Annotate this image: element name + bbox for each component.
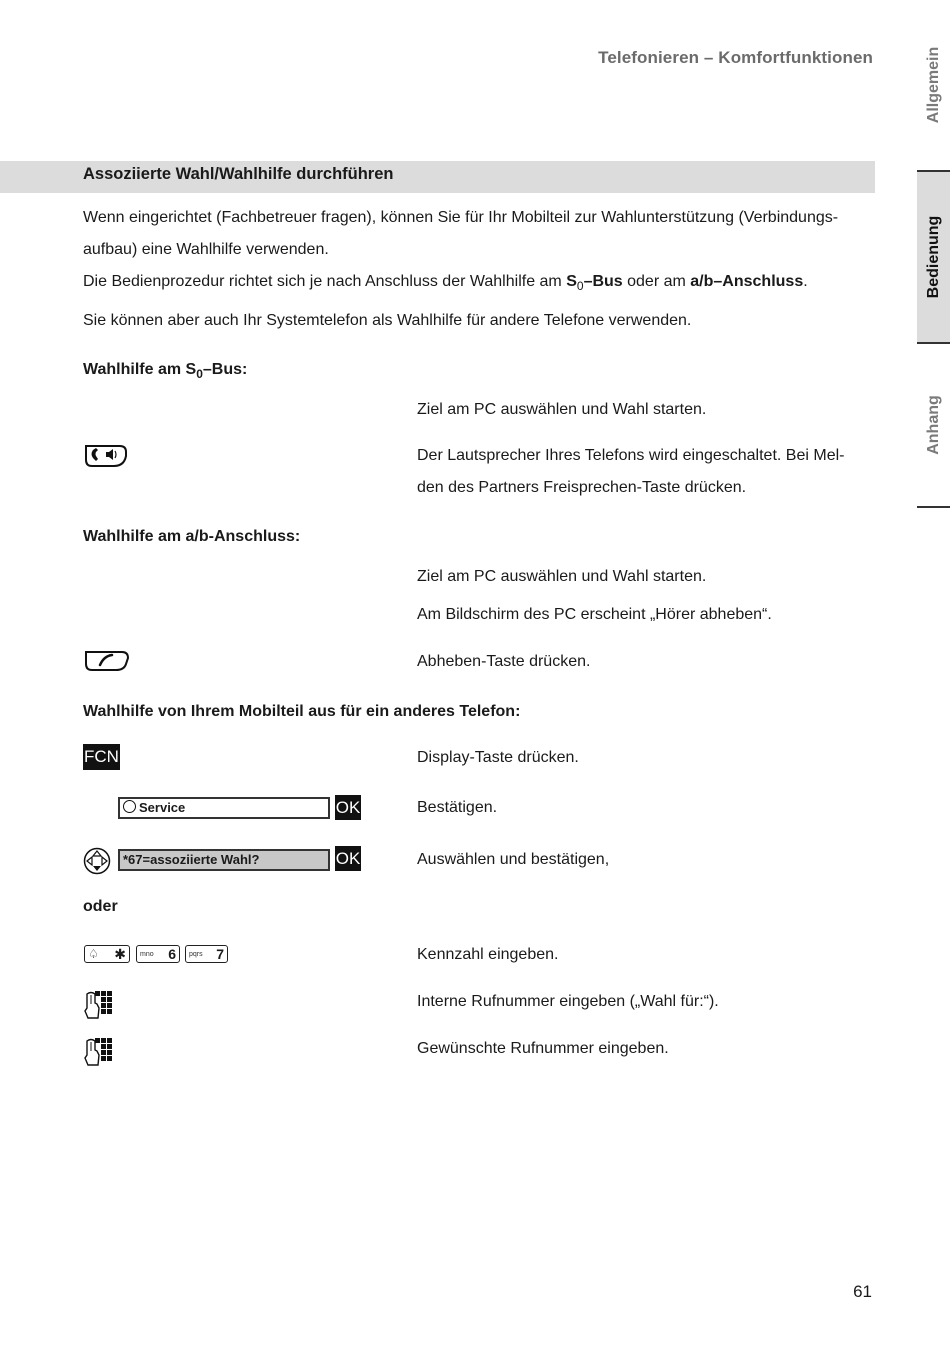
page-number: 61	[853, 1282, 872, 1301]
mobile-heading: Wahlhilfe von Ihrem Mobilteil aus für ein anderes Telefon:	[83, 703, 521, 720]
tab-divider	[917, 506, 950, 508]
s0-step-1: Ziel am PC auswählen und Wahl starten.	[417, 401, 707, 418]
s0-step-2-line-1: Der Lautsprecher Ihres Telefons wird eingeschaltet. Bei Mel-	[417, 447, 845, 464]
key-6[interactable]: mno 6	[136, 945, 180, 963]
running-header: Telefonieren – Komfortfunktionen	[598, 48, 873, 67]
desired-number-desc: Gewünschte Rufnummer eingeben.	[417, 1040, 669, 1057]
bell-icon: ♤	[88, 946, 99, 961]
intro-paragraph-2: Die Bedienprozedur richtet sich je nach Anschluss der Wahlhilfe am $S_0$–Bus oder am a/b–Anschluss.	[83, 273, 808, 294]
section-title: Assoziierte Wahl/Wahlhilfe durchführen	[83, 165, 394, 183]
menu-2-desc: Auswählen und bestätigen,	[417, 851, 610, 868]
menu-associated-dial[interactable]: *67=assoziierte Wahl?	[118, 849, 330, 871]
intro-line-1: Wenn eingerichtet (Fachbetreuer fragen), können Sie für Ihr Mobilteil zur Wahlunterstützung (Verbindungs-	[83, 209, 839, 226]
fcn-desc: Display-Taste drücken.	[417, 749, 579, 766]
keys-desc: Kennzahl eingeben.	[417, 946, 559, 963]
ab-step-1: Ziel am PC auswählen und Wahl starten.	[417, 568, 707, 585]
ok-button-1[interactable]: OK	[335, 795, 361, 820]
keypad-hand-icon	[84, 1037, 114, 1072]
navigation-key-icon[interactable]	[83, 847, 111, 880]
intro-line-2: aufbau) eine Wahlhilfe verwenden.	[83, 241, 329, 258]
handset-key-icon	[84, 650, 130, 677]
keypad-hand-icon	[84, 990, 114, 1025]
oder-label: oder	[83, 898, 118, 915]
side-tab-allgemein[interactable]: Allgemein	[925, 46, 942, 124]
s0-step-2-line-2: den des Partners Freisprechen-Taste drücken.	[417, 479, 747, 496]
ab-step-2: Am Bildschirm des PC erscheint „Hörer abheben“.	[417, 606, 772, 623]
key-7[interactable]: pqrs 7	[185, 945, 228, 963]
side-tab-anhang[interactable]: Anhang	[925, 395, 942, 455]
menu-1-desc: Bestätigen.	[417, 799, 498, 816]
ok-button-2[interactable]: OK	[335, 846, 361, 871]
speaker-key-icon	[84, 444, 128, 473]
internal-number-desc: Interne Rufnummer eingeben („Wahl für:“).	[417, 993, 719, 1010]
s0-heading: Wahlhilfe am $S_0$–Bus:	[83, 361, 248, 382]
radio-icon	[123, 800, 136, 813]
ab-step-3: Abheben-Taste drücken.	[417, 653, 591, 670]
star-key[interactable]: ♤ ✱	[84, 945, 130, 963]
fcn-key[interactable]: FCN	[83, 744, 120, 770]
ab-heading: Wahlhilfe am a/b-Anschluss:	[83, 528, 301, 545]
menu-service[interactable]: Service	[118, 797, 330, 819]
side-tab-bedienung[interactable]: Bedienung	[917, 170, 950, 344]
intro-paragraph-3: Sie können aber auch Ihr Systemtelefon als Wahlhilfe für andere Telefone verwenden.	[83, 312, 692, 329]
